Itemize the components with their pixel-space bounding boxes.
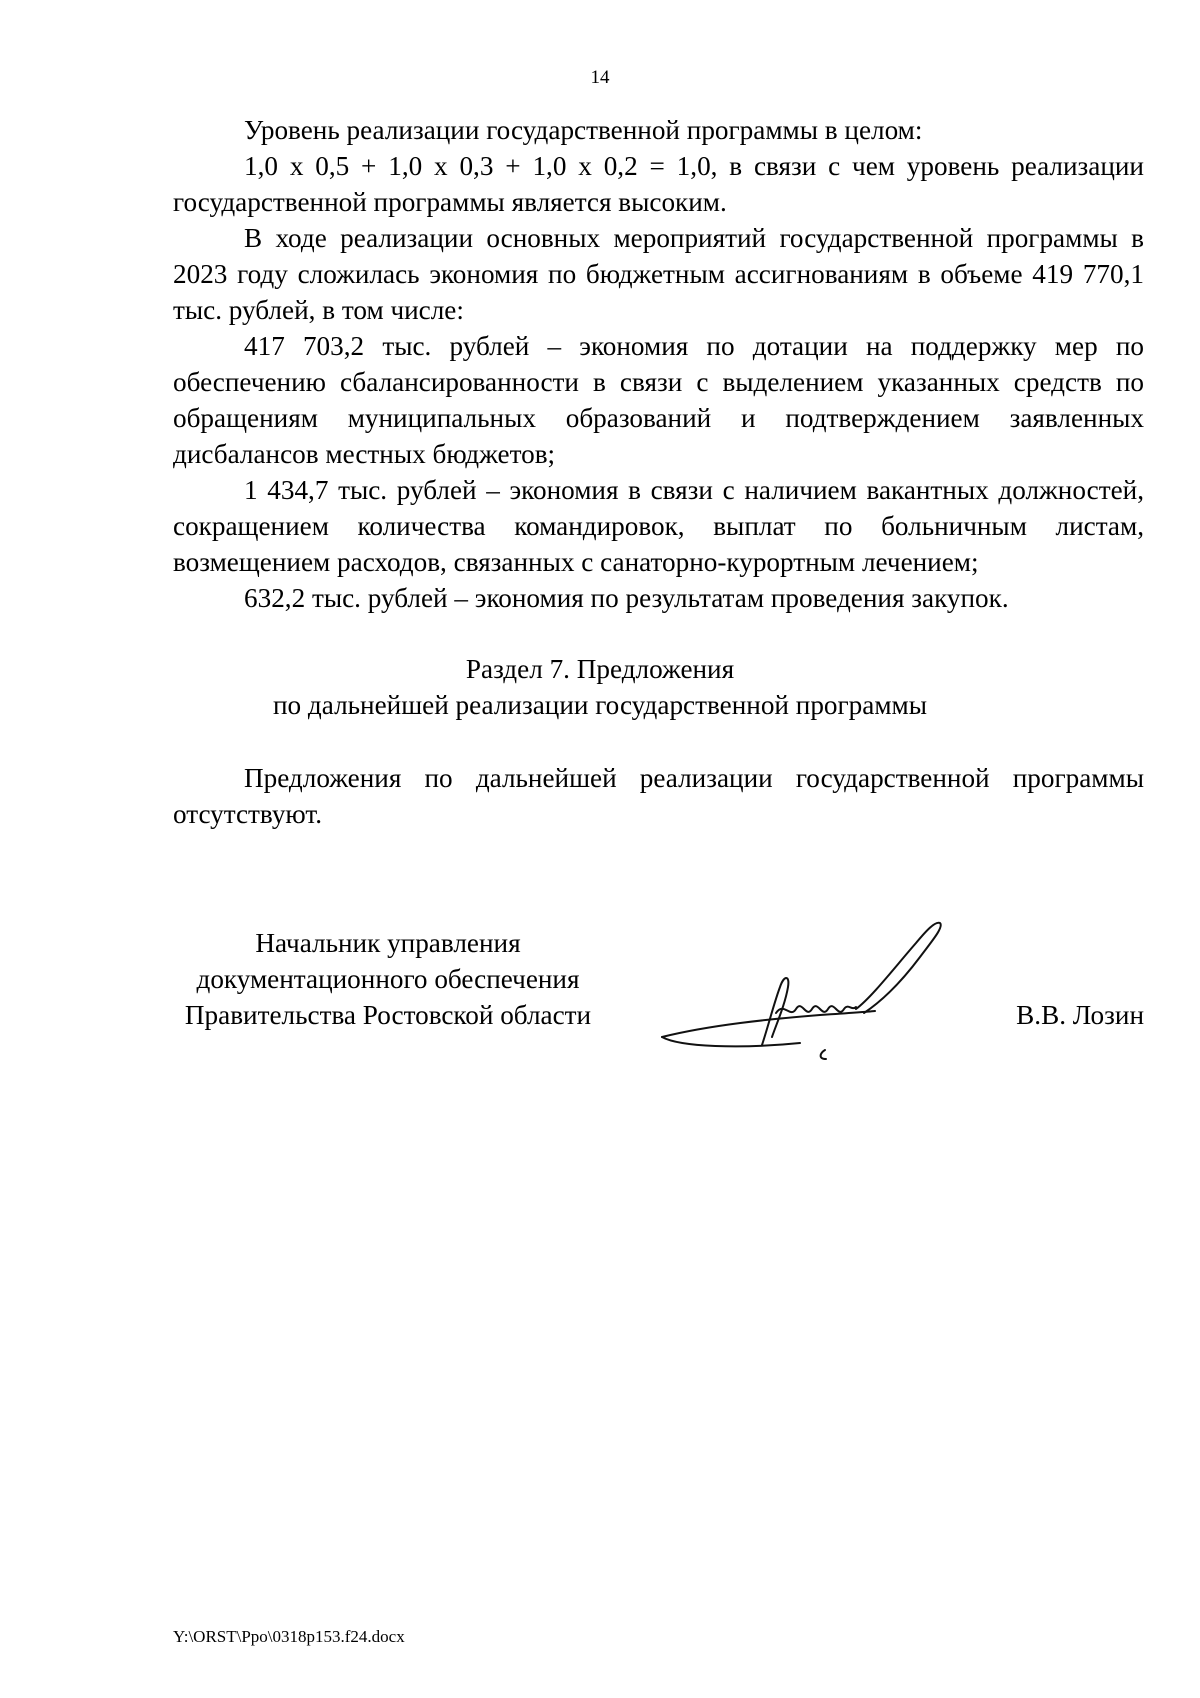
paragraph-savings-procurement: 632,2 тыс. рублей – экономия по результатам проведения закупок. (244, 583, 1009, 613)
paragraph-savings-subsidy: 417 703,2 тыс. рублей – экономия по дотации на поддержку мер по обеспечению сбалансированности в связи с выделением указанных средств по обращениям муниципальных образований и подтверждением заявленных дисбалансов местных бюджетов; (173, 331, 1144, 469)
signer-position-line-1: Начальник управления (255, 928, 521, 958)
paragraph-savings-vacancies: 1 434,7 тыс. рублей – экономия в связи с наличием вакантных должностей, сокращением количества командировок, выплат по больничным листам, возмещением расходов, связанных с санаторно-курортным лечением; (173, 475, 1144, 577)
signer-position (173, 925, 603, 1033)
section-heading (0, 651, 1200, 723)
file-path: Y:\ORST\Ppo\0318p153.f24.docx (173, 1627, 405, 1646)
section-title-line-1: Раздел 7. Предложения (465, 654, 735, 684)
handwritten-signature (650, 915, 990, 1065)
paragraph-program-level: Уровень реализации государственной программы в целом: (244, 115, 923, 145)
body-text (173, 112, 1144, 616)
paragraph-savings-total: В ходе реализации основных мероприятий государственной программы в 2023 году сложилась экономия по бюджетным ассигнованиям в объеме 419 770,1 тыс. рублей, в том числе: (173, 223, 1144, 325)
signer-position-line-3: Правительства Ростовской области (184, 1000, 592, 1030)
section-body (173, 760, 1144, 832)
proposals-paragraph: Предложения по дальнейшей реализации государственной программы отсутствуют. (173, 763, 1144, 829)
signer-name: В.В. Лозин (1016, 1000, 1144, 1030)
page-number: 14 (590, 67, 610, 88)
paragraph-calculation: 1,0 х 0,5 + 1,0 х 0,3 + 1,0 х 0,2 = 1,0, в связи с чем уровень реализации государственной программы является высоким. (173, 151, 1144, 217)
section-title-line-2: по дальнейшей реализации государственной программы (272, 690, 927, 720)
signer-position-line-2: документационного обеспечения (196, 964, 580, 994)
